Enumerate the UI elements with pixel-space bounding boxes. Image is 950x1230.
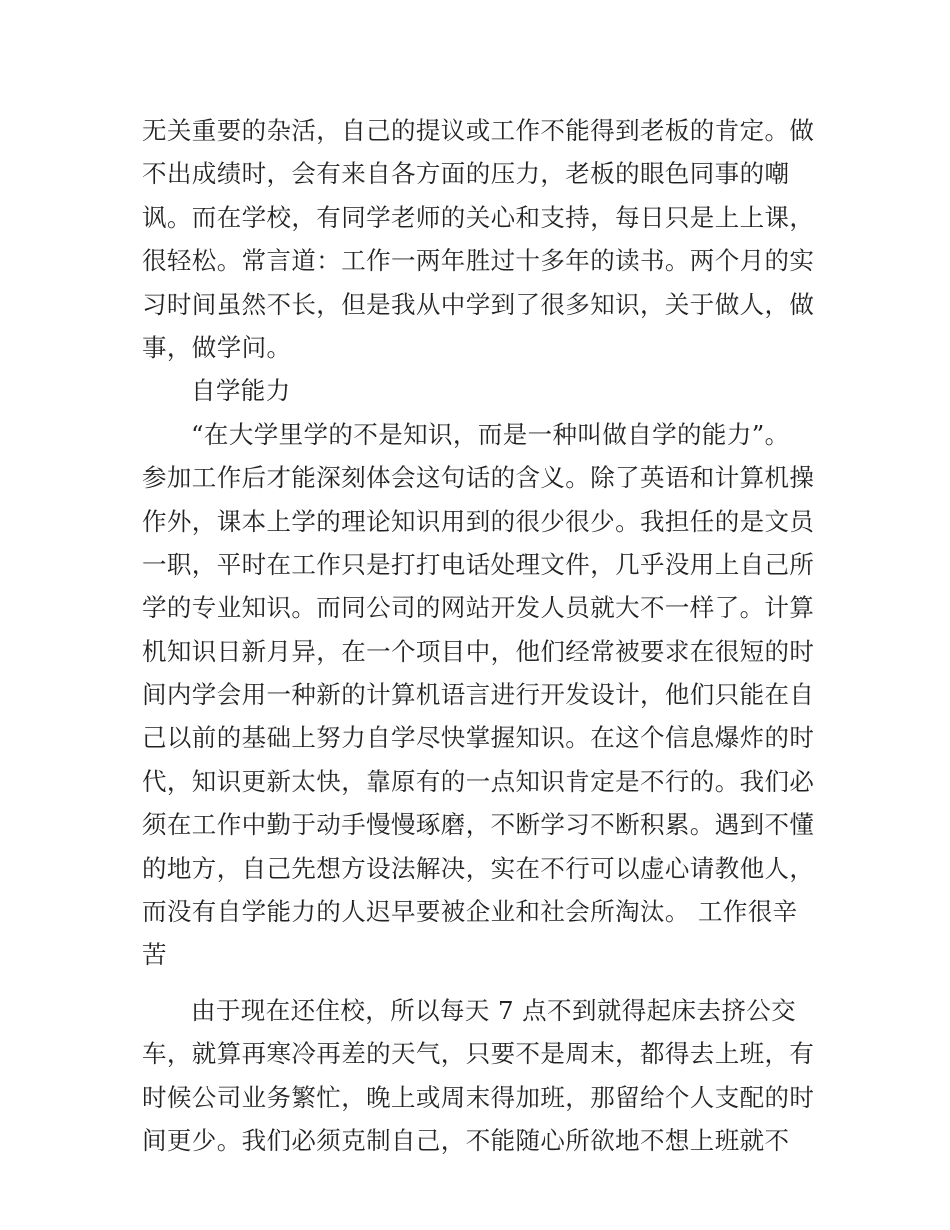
section-heading: 自学能力 xyxy=(191,376,291,406)
text-line: 须在工作中勤于动手慢慢琢磨，不断学习不断积累。遇到不懂 xyxy=(142,810,815,840)
text-line: 代，知识更新太快，靠原有的一点知识肯定是不行的。我们必 xyxy=(142,766,815,796)
text-line: 由于现在还住校，所以每天 7 点不到就得起床去挤公交 xyxy=(191,995,797,1025)
text-line: 间内学会用一种新的计算机语言进行开发设计，他们只能在自 xyxy=(142,680,815,710)
text-line: 时候公司业务繁忙，晚上或周末得加班，那留给个人支配的时 xyxy=(142,1082,815,1112)
body-text xyxy=(142,109,815,1162)
text-line: 己以前的基础上努力自学尽快掌握知识。在这个信息爆炸的时 xyxy=(142,723,815,753)
text-line: 不出成绩时，会有来自各方面的压力，老板的眼色同事的嘲 xyxy=(142,159,790,189)
text-line: 作外，课本上学的理论知识用到的很少很少。我担任的是文员 xyxy=(142,506,815,536)
text-line: 的地方，自己先想方设法解决，实在不行可以虚心请教他人， xyxy=(142,853,815,883)
text-line: 苦 xyxy=(142,940,167,970)
text-line: 而没有自学能力的人迟早要被企业和社会所淘汰。 工作很辛 xyxy=(142,897,798,927)
text-line: 无关重要的杂活，自己的提议或工作不能得到老板的肯定。做 xyxy=(142,116,815,145)
text-line: 机知识日新月异，在一个项目中，他们经常被要求在很短的时 xyxy=(142,636,815,666)
text-line: 事，做学问。 xyxy=(142,332,292,362)
text-line: 车，就算再寒冷再差的天气，只要不是周末，都得去上班，有 xyxy=(142,1039,815,1069)
text-line: “在大学里学的不是知识，而是一种叫做自学的能力”。 xyxy=(191,419,790,449)
text-line: 习时间虽然不长，但是我从中学到了很多知识，关于做人，做 xyxy=(142,289,815,319)
text-line: 一职，平时在工作只是打打电话处理文件，几乎没用上自己所 xyxy=(142,549,815,579)
text-line: 学的专业知识。而同公司的网站开发人员就大不一样了。计算 xyxy=(142,593,815,623)
text-line: 参加工作后才能深刻体会这句话的含义。除了英语和计算机操 xyxy=(142,463,815,493)
text-line: 间更少。我们必须克制自己，不能随心所欲地不想上班就不 xyxy=(142,1125,790,1155)
text-line: 很轻松。常言道：工作一两年胜过十多年的读书。两个月的实 xyxy=(142,246,815,276)
paragraph-gap xyxy=(142,977,812,989)
text-line: 讽。而在学校，有同学老师的关心和支持，每日只是上上课， xyxy=(142,202,815,232)
